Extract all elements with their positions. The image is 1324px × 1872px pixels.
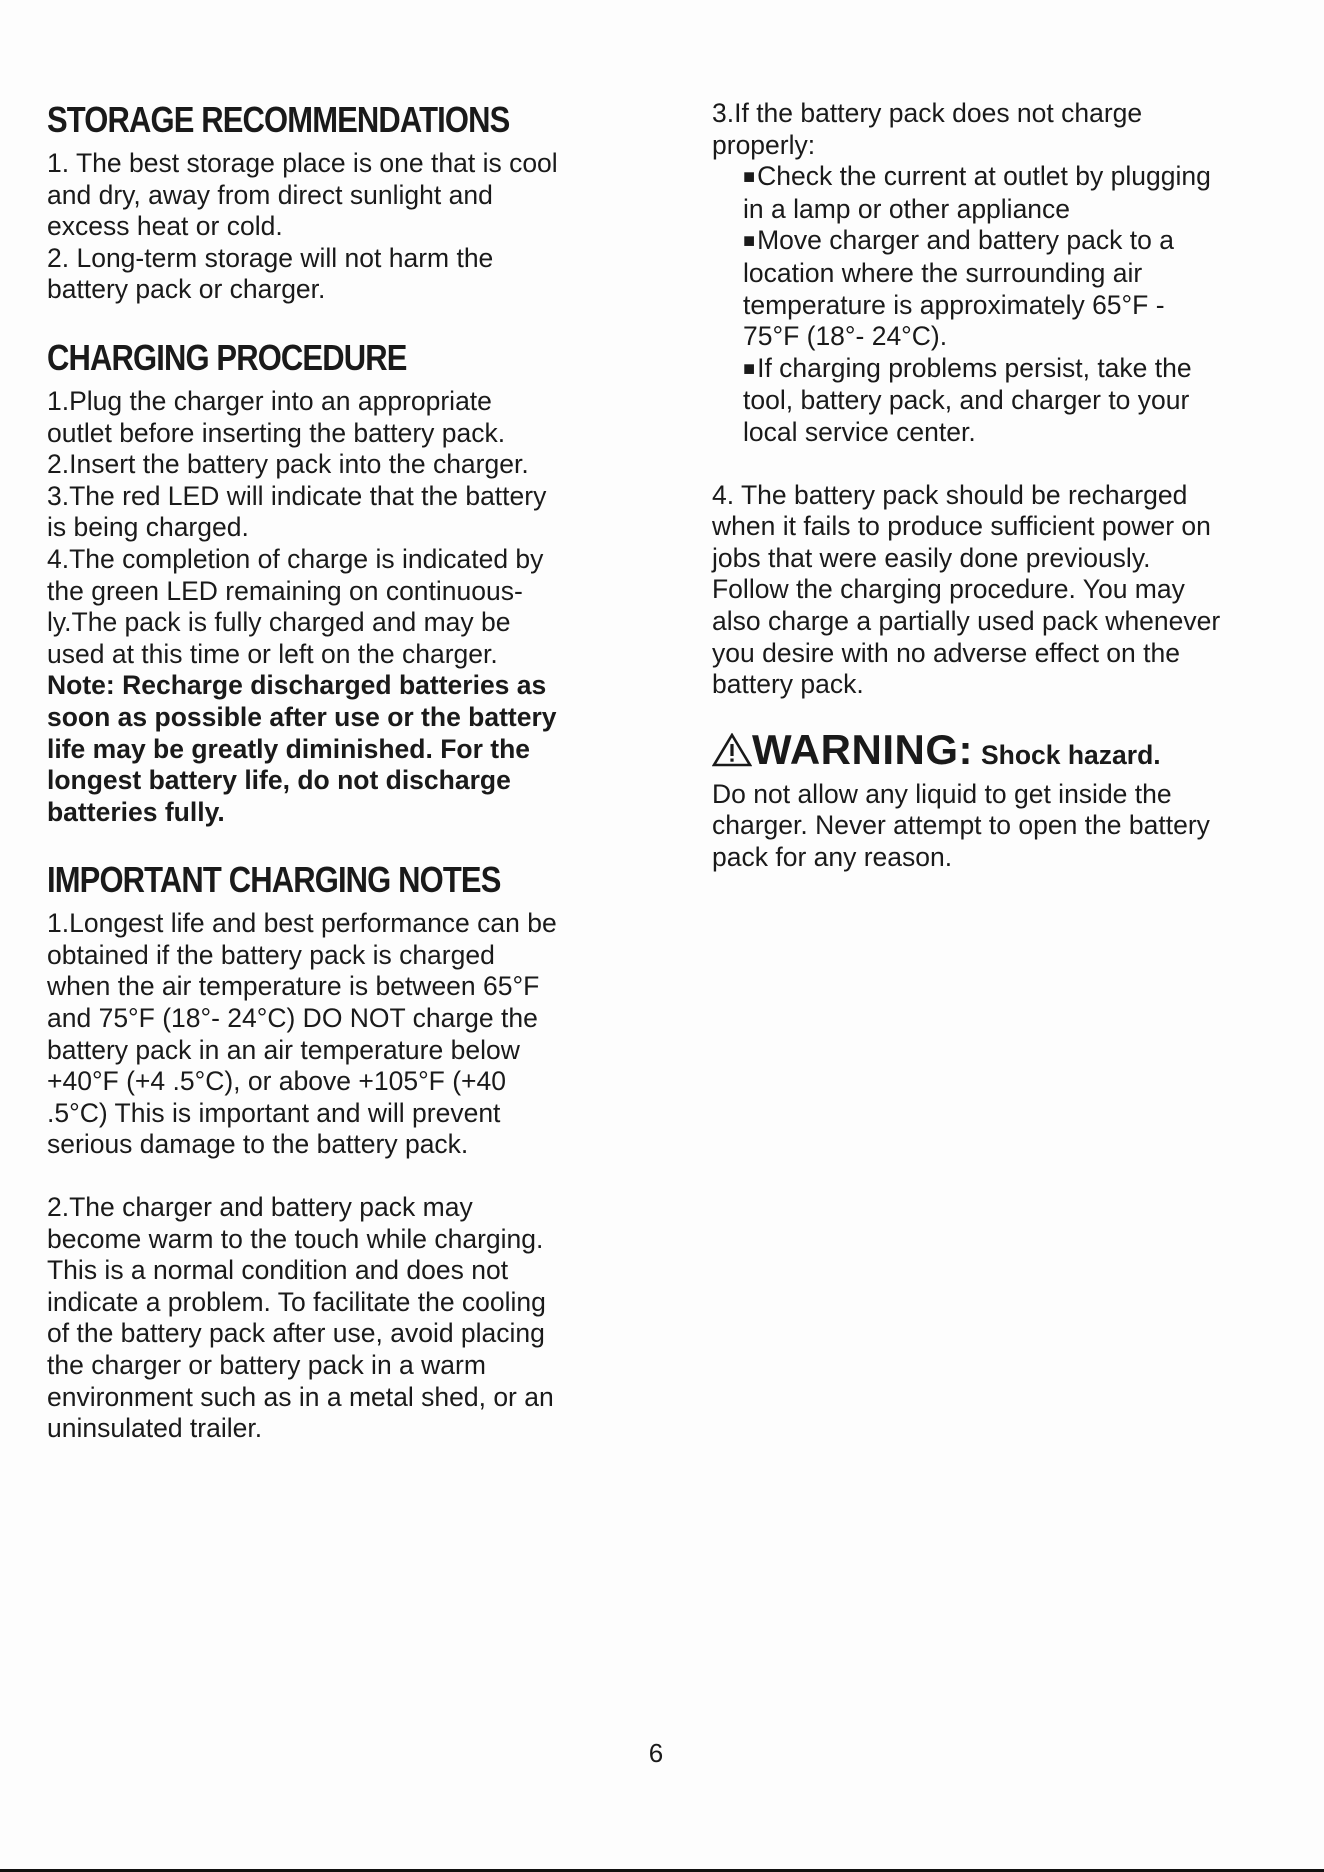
text-line: become warm to the touch while charging. [47,1223,544,1254]
warning-text [712,779,1287,874]
text-line: tool, battery pack, and charger to your [743,385,1190,416]
text-line: location where the surrounding air [743,257,1143,288]
text-line: and dry, away from direct sunlight and [47,179,493,210]
text-line: +40°F (+4 .5°C), or above +105°F (+40 [47,1066,506,1097]
text-line: 75°F (18°- 24°C). [743,321,948,352]
text-line: indicate a problem. To facilitate the cooling [47,1286,546,1317]
text-line: you desire with no adverse effect on the [712,637,1180,668]
text-line: pack for any reason. [712,841,953,872]
text-line: when the air temperature is between 65°F [47,971,540,1002]
text-line: the green LED remaining on continuous- [47,575,523,606]
important-para-2 [47,1192,617,1445]
section-storage [47,98,617,306]
item-4 [712,480,1287,701]
important-para-1 [47,908,617,1161]
note-line: soon as possible after use or the battery [47,701,557,732]
text-line: charger. Never attempt to open the battery [712,810,1210,841]
text-line: ly.The pack is fully charged and may be [47,607,511,638]
text-line: Do not allow any liquid to get inside the [712,778,1172,809]
text-line: jobs that were easily done previously. [712,542,1151,573]
text-line: also charge a partially used pack whenever [712,605,1221,636]
square-bullet-icon: ■ [743,357,756,380]
text-line: and 75°F (18°- 24°C) DO NOT charge the [47,1003,538,1034]
text-line: environment such as in a metal shed, or an [47,1381,554,1412]
text-line: when it fails to produce sufficient power on [712,511,1211,542]
text-line: is being charged. [47,512,249,543]
text-line: in a lamp or other appliance [743,193,1071,224]
text-line: of the battery pack after use, avoid placing [47,1318,545,1349]
note-line: life may be greatly diminished. For the [47,733,531,764]
bullet-item [712,161,1287,225]
text-line: battery pack or charger. [47,274,326,305]
text-line: obtained if the battery pack is charged [47,939,495,970]
text-line: uninsulated trailer. [47,1413,263,1444]
warning-block [712,727,1287,874]
charging-note [47,670,617,828]
bullet-item [712,225,1287,352]
text-line: used at this time or left on the charger. [47,638,498,669]
text-line: This is a normal condition and does not [47,1255,509,1286]
note-line: longest battery life, do not discharge [47,765,511,796]
bullet-item [712,353,1287,449]
text-line: 1. The best storage place is one that is cool [47,148,558,178]
text-line: the charger or battery pack in a warm [47,1350,486,1380]
square-bullet-icon: ■ [743,166,756,189]
text-line: outlet before inserting the battery pack. [47,417,506,448]
text-line: 4.The completion of charge is indicated by [47,543,544,574]
text-line: properly: [712,129,816,160]
item-3 [712,98,1287,449]
text-line: Check the current at outlet by plugging [757,161,1211,192]
text-line: local service center. [743,416,976,447]
note-line: batteries fully. [47,796,225,827]
text-line: battery pack. [712,669,864,700]
text-line: If charging problems persist, take the [757,352,1192,383]
heading-storage: STORAGE RECOMMENDATIONS [47,99,510,140]
text-line: 4. The battery pack should be recharged [712,479,1188,510]
warning-triangle-icon [712,733,752,767]
warning-title-line [712,727,1287,783]
text-line: serious damage to the battery pack. [47,1129,469,1160]
text-line: 3.If the battery pack does not charge [712,98,1143,128]
warning-title: WARNING: [752,725,973,773]
text-line: 2.The charger and battery pack may [47,1192,473,1223]
charging-text [47,386,617,670]
heading-important: IMPORTANT CHARGING NOTES [47,859,501,901]
text-line: 3.The red LED will indicate that the battery [47,480,547,511]
heading-charging: CHARGING PROCEDURE [47,336,407,378]
text-line: Move charger and battery pack to a [757,225,1174,256]
text-line: 1.Longest life and best performance can be [47,908,557,939]
text-line: 2.Insert the battery pack into the charger. [47,449,529,480]
text-line: excess heat or cold. [47,211,283,242]
section-important [47,858,617,1445]
square-bullet-icon: ■ [743,230,756,253]
page-number: 6 [648,1738,664,1768]
text-line: 1.Plug the charger into an appropriate [47,385,492,416]
note-line: Note: Recharge discharged batteries as [47,670,547,701]
text-line: .5°C) This is important and will prevent [47,1097,501,1128]
text-line: temperature is approximately 65°F - [743,289,1165,320]
warning-subtitle: Shock hazard. [980,739,1161,770]
text-line: Follow the charging procedure. You may [712,574,1185,605]
left-column [47,98,617,1445]
text-line: 2. Long-term storage will not harm the [47,242,494,273]
text-line: battery pack in an air temperature below [47,1034,520,1065]
right-column [712,98,1287,873]
storage-text [47,148,617,306]
section-charging [47,336,617,828]
